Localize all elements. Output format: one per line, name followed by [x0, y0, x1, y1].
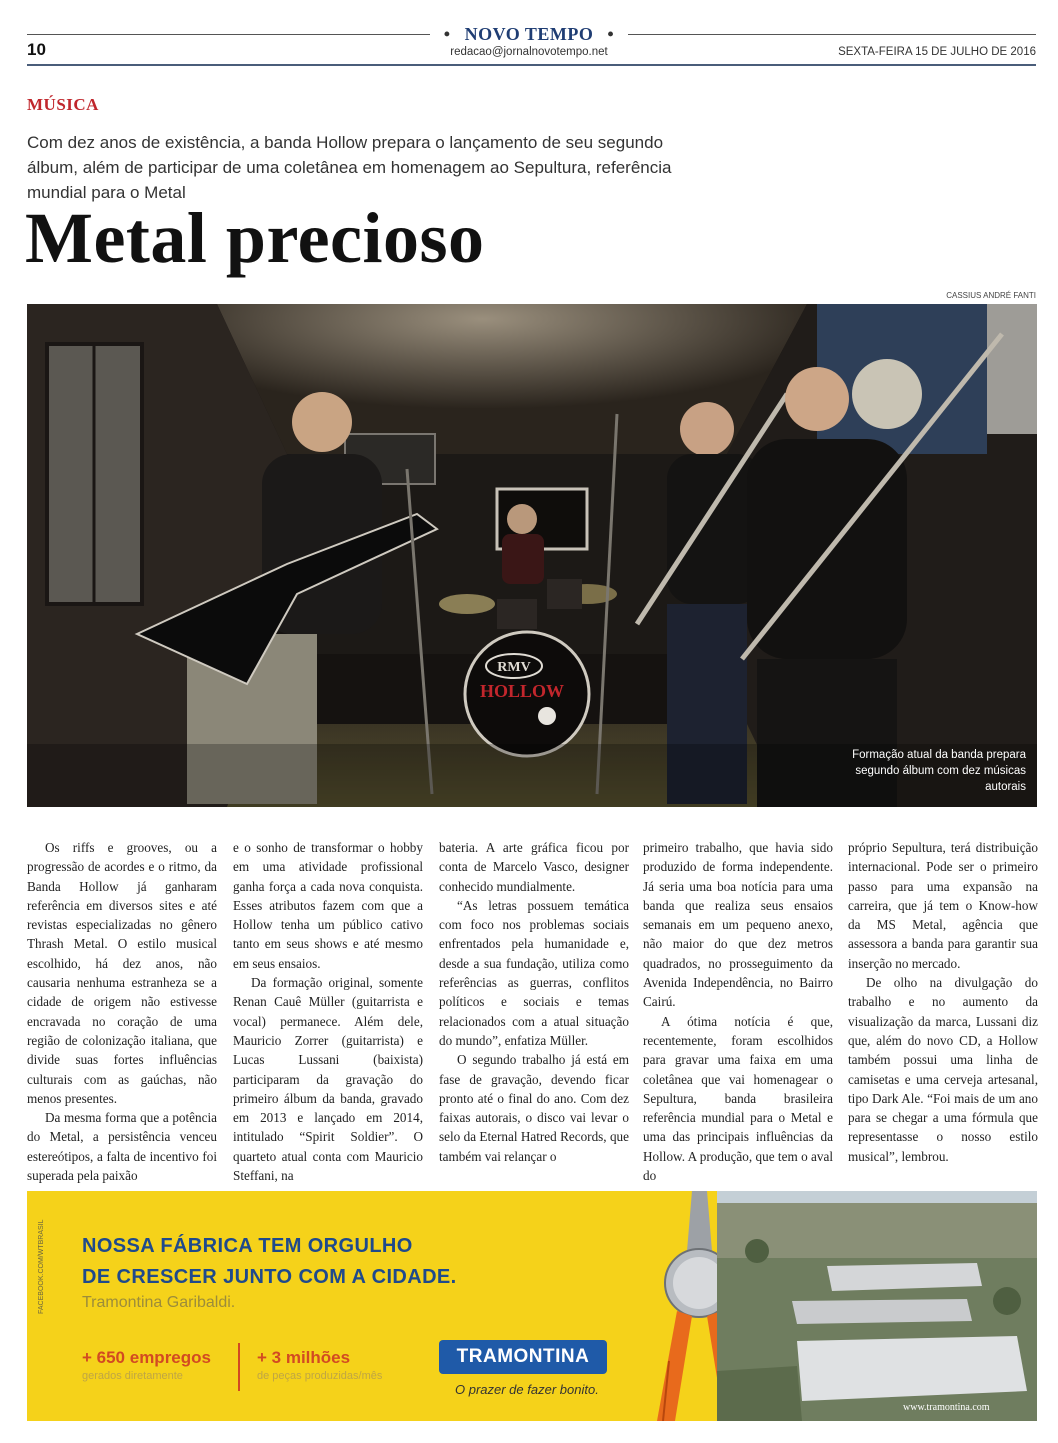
ad-stat-production-label: de peças produzidas/mês [257, 1370, 383, 1382]
issue-date: SEXTA-FEIRA 15 DE JULHO DE 2016 [838, 46, 1036, 58]
drum-logo: RMV [497, 660, 531, 675]
article-headline: Metal precioso [25, 198, 485, 278]
band-photo [27, 304, 1037, 807]
factory-aerial-photo [717, 1191, 1037, 1421]
ad-slogan: O prazer de fazer bonito. [455, 1382, 599, 1397]
paragraph: Os riffs e grooves, ou a progressão de acordes e o ritmo, da Banda Hollow já ganharam referência em diversos sites e até revistas especializadas no gênero Thrash Metal. O estilo musical escolhido, há dez anos, não causaria nenhuma estranheza se a cidade de origem não estivesse encravada no coração de uma região de colonização italiana, que divide suas fortes influências culturais com as gaúchas, não menos presentes. [27, 840, 217, 1106]
ad-subtitle: Tramontina Garibaldi. [82, 1294, 236, 1311]
ad-stat-production-value: + 3 milhões [257, 1348, 351, 1367]
ad-headline [82, 1231, 457, 1293]
svg-text:FACEBOOK.COM/WTBRASIL: FACEBOOK.COM/WTBRASIL [38, 1219, 45, 1314]
paragraph: O segundo trabalho já está em fase de gravação, devendo ficar pronto até o final do ano. Com dez faixas autorais, o disco vai levar o selo da Eternal Hatred Records, que também vai relançar o [439, 1052, 629, 1164]
masthead-title: NOVO TEMPO [455, 24, 604, 44]
facebook-handle [33, 1206, 47, 1316]
drum-band-name: HOLLOW [479, 681, 565, 701]
paragraph: bateria. A arte gráfica ficou por conta de Marcelo Vasco, designer conhecido mundialmente. [439, 840, 629, 894]
tramontina-logo[interactable]: TRAMONTINA [439, 1340, 607, 1374]
ad-headline-line2: DE CRESCER JUNTO COM A CIDADE. [82, 1266, 457, 1288]
article-column-5 [848, 838, 1038, 1166]
ad-divider [238, 1343, 240, 1391]
page-number: 10 [27, 40, 46, 59]
photo-caption: Formação atual da banda prepara segundo álbum com dez músicas autorais [852, 749, 1026, 793]
section-label: MÚSICA [27, 95, 99, 114]
article-deck: Com dez anos de existência, a banda Hollow prepara o lançamento de seu segundo álbum, além de participar de uma coletânea em homenagem ao Sepultura, referência mundial para o Metal [27, 133, 672, 202]
ad-stat-jobs-value: + 650 empregos [82, 1348, 211, 1367]
masthead: • NOVO TEMPO • [0, 24, 1058, 45]
newsroom-email[interactable]: redacao@jornalnovotempo.net [450, 46, 608, 58]
paragraph: e o sonho de transformar o hobby em uma atividade profissional ganha força a cada nova conquista. Esses atributos fazem com que a Hollow tenha um público cativo tanto em seus shows e até mesmo em seus ensaios. [233, 840, 423, 971]
article-column-4 [643, 838, 833, 1185]
paragraph: Da formação original, somente Renan Cauê Müller (guitarrista e vocal) permanece. Além dele, Mauricio Zorrer (guitarrista) e Lucas Lussani (baixista) participaram da gravação do primeiro álbum da banda, gravado em 2013 e lançado em 2014, intitulado “Spirit Soldier”. O quarteto atual conta com Mauricio Steffani, na [233, 975, 423, 1184]
header-rule-bottom [27, 64, 1036, 66]
paragraph: próprio Sepultura, terá distribuição internacional. Pode ser o primeiro passo para uma expansão na carreira, que já tem o Know-how da MS Metal, agência que assessora a banda para garantir sua inserção no mercado. [848, 840, 1038, 971]
paragraph: Da mesma forma que a potência do Metal, a persistência venceu estereótipos, a falta de incentivo foi superada pela paixão [27, 1110, 217, 1184]
ad-headline-line1: NOSSA FÁBRICA TEM ORGULHO [82, 1235, 413, 1257]
ad-stat-production [257, 1348, 382, 1382]
paragraph: A ótima notícia é que, recentemente, foram escolhidos para gravar uma faixa em uma coletânea que vai homenagear o Sepultura, banda brasileira referência mundial para o Metal e uma das principais influências da Hollow. A produção, que tem o aval do [643, 1013, 833, 1184]
tramontina-advertisement[interactable] [27, 1191, 1037, 1421]
paragraph: “As letras possuem temática com foco nos problemas sociais enfrentados pela humanidade e, desde a sua fundação, utiliza como referências as guerras, conflitos políticos e sociais e temas relacionados com a atual situação do mundo”, enfatiza Müller. [439, 897, 629, 1048]
paragraph: De olho na divulgação do trabalho e no aumento da visualização da marca, Lussani diz que, além do novo CD, a Hollow também possui uma linha de camisetas e uma cerveja artesanal, tipo Dark Ale. “Foi mais de um ano para se chegar a uma fórmula que representasse o nosso estilo musical”, lembrou. [848, 975, 1038, 1164]
ad-stat-jobs [82, 1348, 211, 1382]
ad-stat-jobs-label: gerados diretamente [82, 1370, 183, 1382]
paragraph: primeiro trabalho, que havia sido produzido de forma independente. Já seria uma boa notícia para uma banda que realiza seus ensaios semanais em um pequeno anexo, não maior do que dez metros quadrados, no prosseguimento da Avenida Independência, no Bairro Cairú. [643, 840, 833, 1010]
tramontina-website-link[interactable]: www.tramontina.com [903, 1402, 990, 1413]
article-column-2 [233, 838, 423, 1185]
article-column-3 [439, 838, 629, 1166]
photo-credit: CASSIUS ANDRÉ FANTI [946, 291, 1036, 300]
article-column-1 [27, 838, 217, 1185]
